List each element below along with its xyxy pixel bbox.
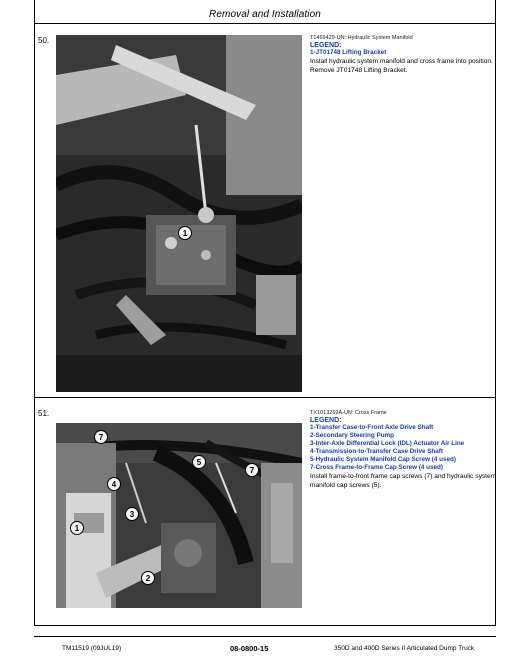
footer-rule: [34, 636, 496, 637]
step-51-legend-item-2: 2-Secondary Steering Pump: [310, 432, 394, 439]
step-50-legend-item: 1-JT01748 Lifting Bracket: [310, 49, 387, 56]
step-51-legend-item-3: 3-Inter-Axle Differential Lock (IDL) Actuator Air Line: [310, 440, 465, 447]
step-50-callout-1: 1: [178, 226, 192, 240]
step-50-caption: [310, 35, 500, 75]
step-51-legend-title: LEGEND:: [310, 417, 342, 424]
page-header-title: Removal and Installation: [209, 9, 321, 20]
step-50-photo: [56, 35, 302, 392]
step-51-callout-5: 5: [192, 455, 206, 469]
step-50-number: 50.: [38, 36, 50, 45]
step-50-figure-id: T1469429-UN: Hydraulic System Manifold: [310, 35, 413, 41]
step-51-legend-item-5: 5-Hydraulic System Manifold Cap Screw (4 used): [310, 456, 456, 463]
step-51-number: 51.: [38, 409, 50, 418]
footer-product-name: 350D and 400D Series II Articulated Dump Truck: [334, 645, 475, 652]
step-50-instruction: Install hydraulic system manifold and cross frame into position. Remove JT01748 Lifting Bracket.: [310, 58, 493, 74]
step-51-callout-1: 1: [70, 521, 84, 535]
step-51-callout-7a: 7: [94, 430, 108, 444]
step-51-instruction: Install frame-to-front frame cap screws (7) and hydraulic system manifold cap screws (5).: [310, 473, 497, 489]
step-51-callout-7b: 7: [245, 463, 259, 477]
step-51-callout-4: 4: [107, 477, 121, 491]
step-51-legend-item-4: 4-Transmission-to-Transfer Case Drive Shaft: [310, 448, 443, 455]
step-51-legend-item-1: 1-Transfer Case-to-Front Axle Drive Shaft: [310, 424, 434, 431]
step-51-callout-3: 3: [125, 507, 139, 521]
header-rule: [34, 23, 496, 24]
step-51-figure-id: TX1013269A-UN: Cross Frame: [310, 410, 387, 416]
step-51-callout-2: 2: [141, 571, 155, 585]
step-51-legend-item-7: 7-Cross Frame-to-Frame Cap Screw (4 used): [310, 464, 443, 471]
step-51-photo: [56, 423, 302, 608]
step-51-caption: [310, 410, 500, 490]
section-divider: [34, 397, 496, 398]
footer-manual-id: TM11519 (09JUL19): [62, 645, 122, 652]
step-50-legend-title: LEGEND:: [310, 42, 342, 49]
footer-page-number: 08-0800-15: [230, 644, 269, 653]
